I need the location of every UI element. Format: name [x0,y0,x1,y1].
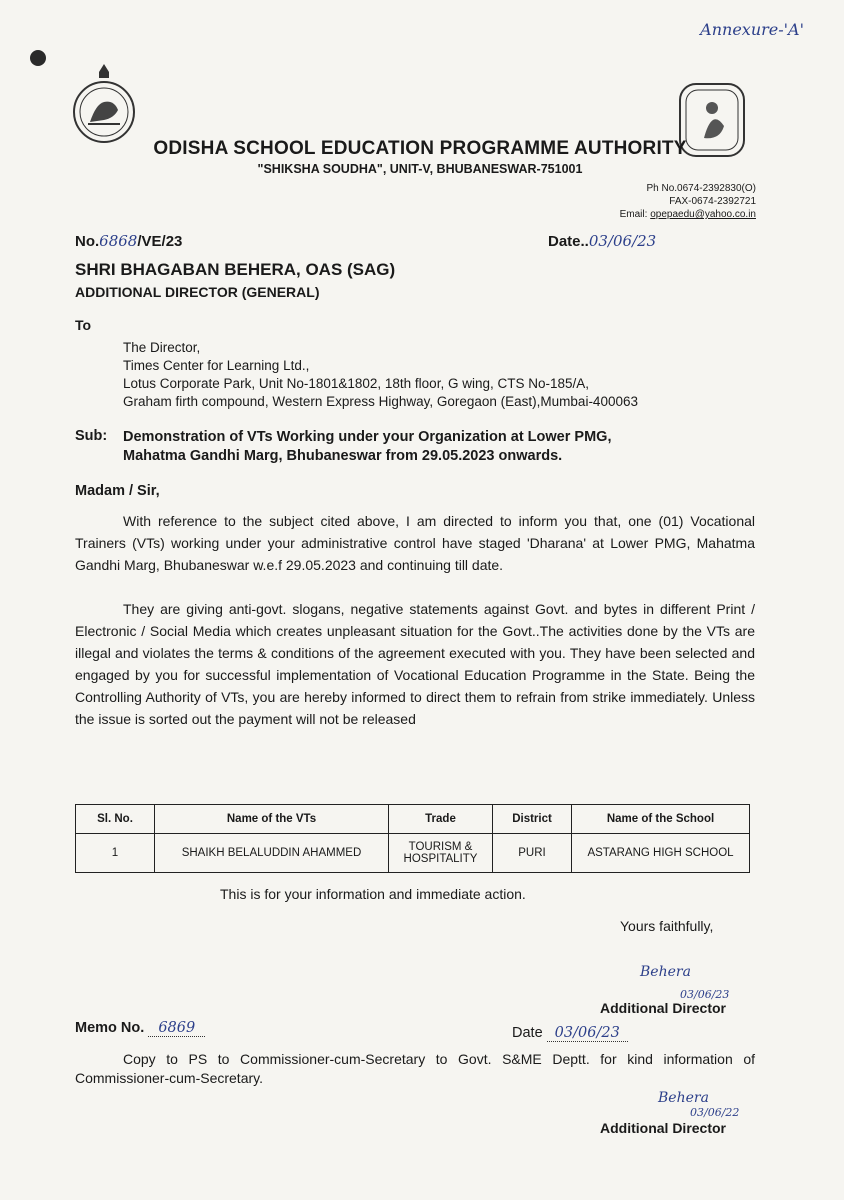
letter-date-label: Date [548,233,581,250]
punch-hole [30,50,46,66]
cell-trade [389,834,493,873]
yours-faithfully: Yours faithfully, [620,918,714,934]
trade-line: HOSPITALITY [403,853,478,865]
letter-number-value: 6868 [99,232,138,250]
sender-designation: ADDITIONAL DIRECTOR (GENERAL) [75,284,320,300]
cell-sl-no: 1 [76,834,155,873]
memo-date-label: Date [512,1025,543,1041]
subject-text [123,428,763,466]
table-header-row [76,805,750,834]
org-address: "SHIKSHA SOUDHA", UNIT-V, BHUBANESWAR-751001 [257,162,583,176]
signature-1-date: 03/06/23 [680,988,730,1001]
signature-2-date: 03/06/22 [690,1106,740,1119]
phone-number: Ph No.0674-2392830(O) [646,183,756,194]
header-sl-no: Sl. No. [76,805,155,834]
cell-name: SHAIKH BELALUDDIN AHAMMED [155,834,389,873]
designation-2: Additional Director [600,1120,727,1136]
header-school: Name of the School [572,805,750,834]
table-row [76,834,750,873]
addressee-block [123,339,638,411]
header-trade: Trade [389,805,493,834]
contact-block [620,182,756,221]
letter-date-value: 03/06/23 [588,232,657,250]
trade-line: TOURISM & [408,841,473,853]
email-label: Email: [619,209,648,220]
sender-name: SHRI BHAGABAN BEHERA, OAS (SAG) [75,260,396,279]
signature-1: Behera [640,964,691,980]
body-paragraph-2 [75,598,755,730]
subject-label: Sub: [75,428,108,444]
letter-number [75,232,182,250]
designation-1: Additional Director [600,1000,727,1016]
to-label: To [75,317,92,333]
paragraph-text: With reference to the subject cited above, I am directed to inform you that, one (01) Vocational Trainers (VTs) working under your administrative control have staged 'Dharana' at Lower PMG, Mahatma Gandhi Marg, Bhubaneswar w.e.f 29.05.2023 and continuing till date. [75,513,755,573]
addressee-line: Graham firth compound, Western Express Highway, Goregaon (East),Mumbai-400063 [123,394,638,409]
letter-number-prefix: No. [75,233,100,250]
addressee-line: Lotus Corporate Park, Unit No-1801&1802, 18th floor, G wing, CTS No-185/A, [123,376,589,391]
odisha-emblem-icon [68,60,140,148]
memo-number [75,1020,205,1036]
paragraph-text: They are giving anti-govt. slogans, negative statements against Govt. and bytes in different Print / Electronic / Social Media which creates unpleasant situation for the Govt..The activities done by the VTs are illegal and violates the terms & conditions of the agreement executed with you. They have been selected and engaged by you for successful implementation of Vocational Education Programme in the State. Being the Controlling Authority of VTs, you are hereby informed to direct them to refrain from strike immediately. Unless the issue is sorted out the payment will not be released [75,601,755,727]
header-district: District [493,805,572,834]
annexure-annotation: Annexure-'A' [700,20,804,39]
salutation: Madam / Sir, [75,483,160,499]
addressee-line: The Director, [123,340,201,355]
email-address: opepaedu@yahoo.co.in [650,209,756,220]
letter-date: Date..03/06/23 [548,232,657,250]
memo-value: 6869 [148,1020,205,1037]
header-name: Name of the VTs [155,805,389,834]
email-line [620,208,756,221]
cell-district: PURI [493,834,572,873]
memo-date [512,1025,628,1041]
org-name: ODISHA SCHOOL EDUCATION PROGRAMME AUTHORITY [153,138,687,159]
body-paragraph-1 [75,510,755,576]
cell-school: ASTARANG HIGH SCHOOL [572,834,750,873]
subject-line: Demonstration of VTs Working under your Organization at Lower PMG, [123,429,612,445]
copy-to-paragraph [75,1050,755,1088]
addressee-line: Times Center for Learning Ltd., [123,358,310,373]
letter-number-suffix: /VE/23 [137,233,183,250]
copy-text: Copy to PS to Commissioner-cum-Secretary to Govt. S&ME Deptt. for kind information of Commissioner-cum-Secretary. [75,1051,755,1086]
vt-table [75,804,750,873]
closing-info: This is for your information and immediate action. [220,886,526,902]
subject-line: Mahatma Gandhi Marg, Bhubaneswar from 29.05.2023 onwards. [123,448,563,464]
memo-date-value: 03/06/23 [547,1025,628,1042]
memo-label: Memo No. [75,1020,145,1036]
fax-number: FAX-0674-2392721 [669,196,756,207]
signature-2: Behera [658,1090,709,1106]
